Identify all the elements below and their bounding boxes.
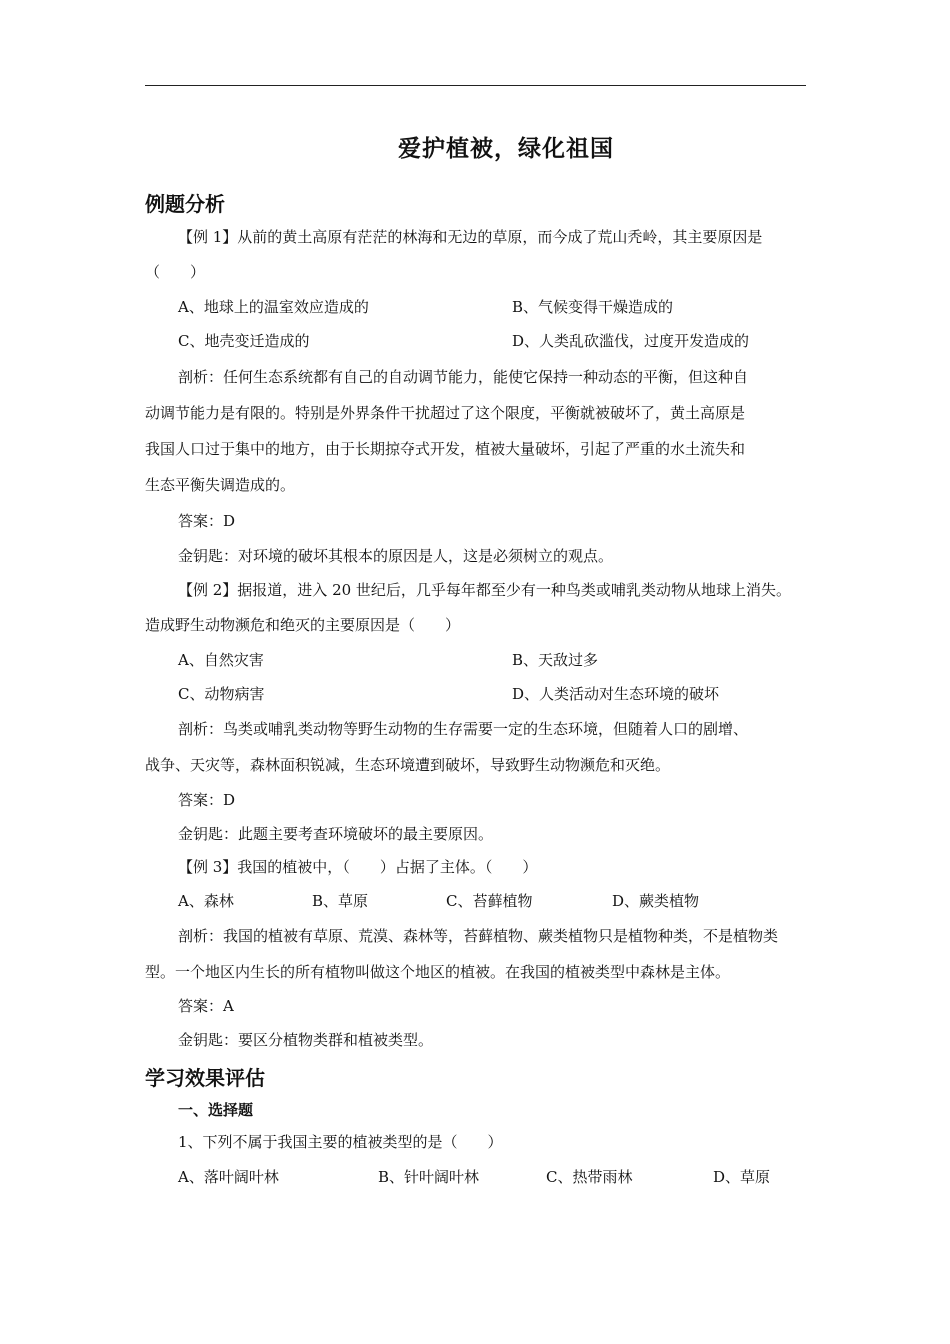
quiz1-option-b: B、针叶阔叶林 — [378, 1168, 480, 1186]
example3-option-d: D、蕨类植物 — [612, 892, 700, 910]
section-heading-examples: 例题分析 — [145, 192, 225, 216]
example2-key: 金钥匙：此题主要考查环境破坏的最主要原因。 — [178, 825, 494, 843]
example3-analysis-line2: 型。一个地区内生长的所有植物叫做这个地区的植被。在我国的植被类型中森林是主体。 — [145, 963, 731, 981]
example3-key: 金钥匙：要区分植物类群和植被类型。 — [178, 1031, 434, 1049]
example3-option-b: B、草原 — [312, 892, 369, 910]
example2-option-b: B、天敌过多 — [512, 651, 599, 669]
example1-option-c: C、地壳变迁造成的 — [178, 332, 310, 350]
part-heading-choice: 一、选择题 — [178, 1101, 254, 1119]
example1-analysis-line2: 动调节能力是有限的。特别是外界条件干扰超过了这个限度，平衡就被破坏了，黄土高原是 — [145, 404, 746, 422]
example1-analysis-line1: 剖析：任何生态系统都有自己的自动调节能力，能使它保持一种动态的平衡，但这种自 — [178, 368, 749, 386]
example3-option-a: A、森林 — [178, 892, 234, 910]
quiz1-option-a: A、落叶阔叶林 — [178, 1168, 279, 1186]
example1-question: 【例 1】从前的黄土高原有茫茫的林海和无边的草原，而今成了荒山秃岭，其主要原因是 — [178, 228, 763, 246]
example1-option-a: A、地球上的温室效应造成的 — [178, 298, 369, 316]
example2-question-line2: 造成野生动物濒危和绝灭的主要原因是（ ） — [145, 616, 461, 634]
example3-analysis-line1: 剖析：我国的植被有草原、荒漠、森林等，苔藓植物、蕨类植物只是植物种类，不是植物类 — [178, 927, 779, 945]
example1-analysis-line3: 我国人口过于集中的地方，由于长期掠夺式开发，植被大量破坏，引起了严重的水土流失和 — [145, 440, 746, 458]
example3-option-c: C、苔藓植物 — [446, 892, 533, 910]
example1-analysis-line4: 生态平衡失调造成的。 — [145, 476, 296, 494]
example3-question: 【例 3】我国的植被中，（ ）占据了主体。（ ） — [178, 858, 538, 876]
example2-option-c: C、动物病害 — [178, 685, 265, 703]
example1-key: 金钥匙：对环境的破坏其根本的原因是人，这是必须树立的观点。 — [178, 547, 614, 565]
example2-analysis-line2: 战争、天灾等，森林面积锐减，生态环境遭到破坏，导致野生动物濒危和灭绝。 — [145, 756, 671, 774]
section-heading-assessment: 学习效果评估 — [145, 1066, 265, 1090]
quiz1-option-c: C、热带雨林 — [546, 1168, 633, 1186]
example2-answer: 答案：D — [178, 791, 236, 809]
quiz1-option-d: D、草原 — [713, 1168, 771, 1186]
example1-question-blank: （ ） — [145, 263, 206, 281]
example2-question: 【例 2】据报道，进入 20 世纪后，几乎每年都至少有一种鸟类或哺乳类动物从地球上消失。 — [178, 581, 791, 599]
example1-option-d: D、人类乱砍滥伐，过度开发造成的 — [512, 332, 750, 350]
example2-option-d: D、人类活动对生态环境的破坏 — [512, 685, 720, 703]
example2-analysis-line1: 剖析：鸟类或哺乳类动物等野生动物的生存需要一定的生态环境，但随着人口的剧增、 — [178, 720, 749, 738]
example1-option-b: B、气候变得干燥造成的 — [512, 298, 674, 316]
header-rule — [145, 85, 806, 86]
example2-option-a: A、自然灾害 — [178, 651, 264, 669]
page-title: 爱护植被，绿化祖国 — [398, 136, 614, 162]
example3-answer: 答案：A — [178, 997, 234, 1015]
quiz1-question: 1、下列不属于我国主要的植被类型的是（ ） — [178, 1133, 503, 1151]
example1-answer: 答案：D — [178, 512, 236, 530]
